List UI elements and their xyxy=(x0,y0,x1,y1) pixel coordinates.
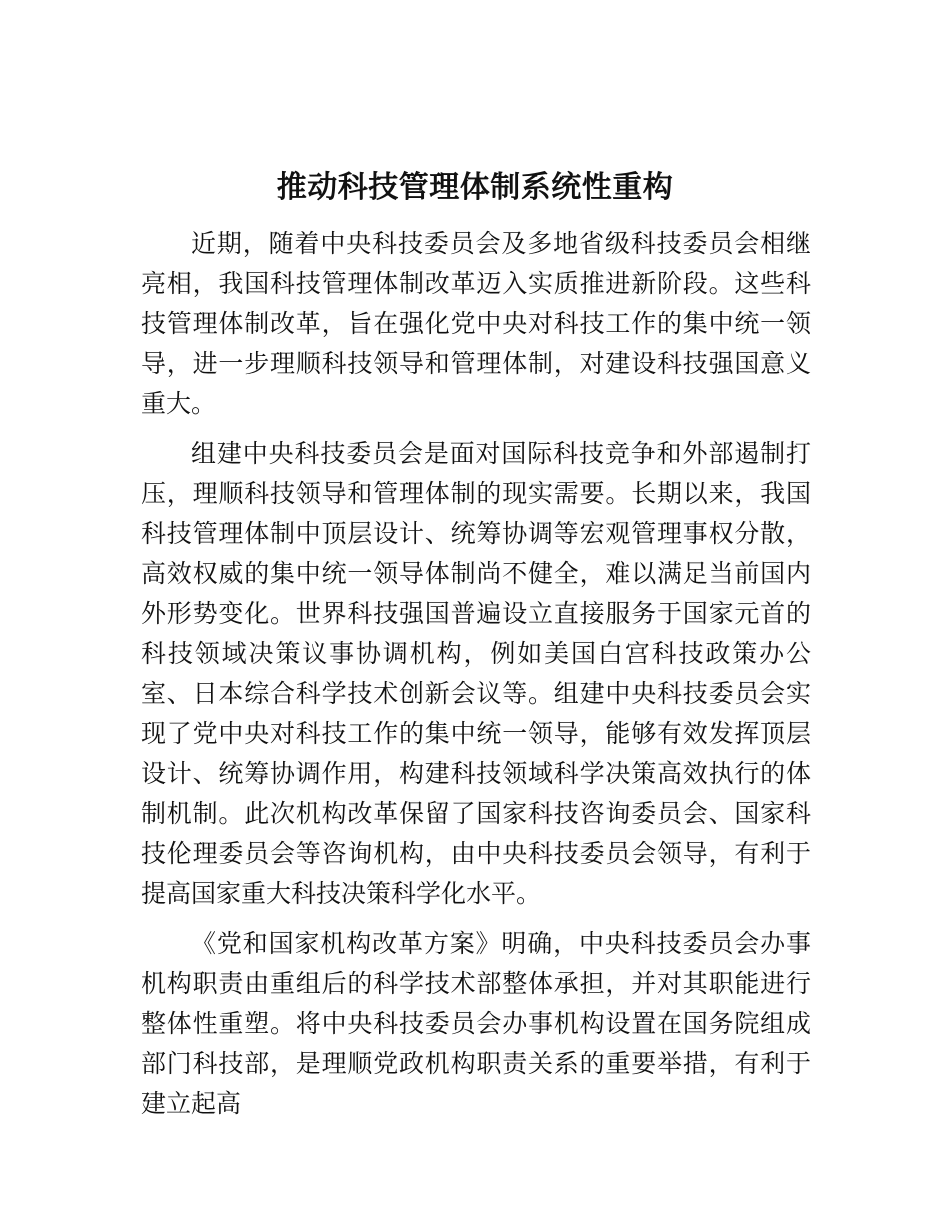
paragraph-3: 《党和国家机构改革方案》明确，中央科技委员会办事机构职责由重组后的科学技术部整体承担，并对其职能进行整体性重塑。将中央科技委员会办事机构设置在国务院组成部门科技部，是理顺党政机构职责关系的重要举措，有利于建立起高 xyxy=(141,929,811,1118)
paragraph-2: 组建中央科技委员会是面对国际科技竞争和外部遏制打压，理顺科技领导和管理体制的现实需要。长期以来，我国科技管理体制中顶层设计、统筹协调等宏观管理事权分散，高效权威的集中统一领导体制尚不健全，难以满足当前国内外形势变化。世界科技强国普遍设立直接服务于国家元首的科技领域决策议事协调机构，例如美国白宫科技政策办公室、日本综合科学技术创新会议等。组建中央科技委员会实现了党中央对科技工作的集中统一领导，能够有效发挥顶层设计、统筹协调作用，构建科技领域科学决策高效执行的体制机制。此次机构改革保留了国家科技咨询委员会、国家科技伦理委员会等咨询机构，由中央科技委员会领导，有利于提高国家重大科技决策科学化水平。 xyxy=(141,439,811,908)
document-body xyxy=(141,224,811,1124)
paragraph-1: 近期，随着中央科技委员会及多地省级科技委员会相继亮相，我国科技管理体制改革迈入实质推进新阶段。这些科技管理体制改革，旨在强化党中央对科技工作的集中统一领导，进一步理顺科技领导和管理体制，对建设科技强国意义重大。 xyxy=(141,229,811,418)
document-title: 推动科技管理体制系统性重构 xyxy=(276,170,674,205)
